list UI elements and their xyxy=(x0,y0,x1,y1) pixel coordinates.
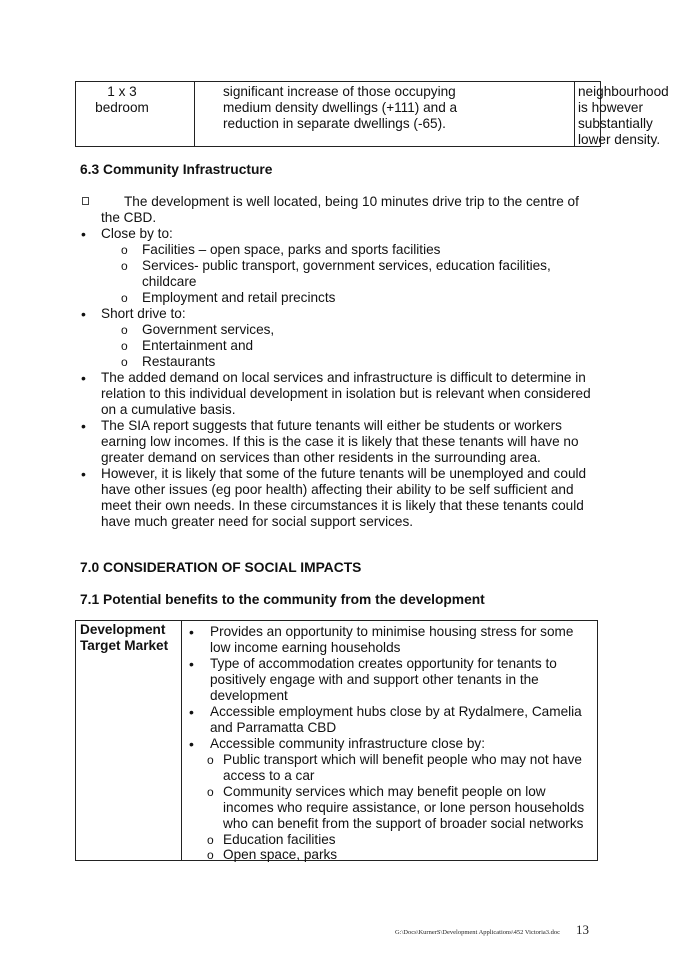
table-cell-density xyxy=(574,82,669,147)
bullet-icon: • xyxy=(81,418,86,434)
bullet-icon: • xyxy=(189,656,194,672)
list-item: Accessible community infrastructure close by: xyxy=(210,736,485,751)
list-item: Services- public transport, government services, education facilities, childcare xyxy=(142,258,551,289)
circle-bullet-icon: o xyxy=(121,243,128,257)
list-item: Accessible employment hubs close by at Rydalmere, Camelia and Parramatta CBD xyxy=(210,704,582,735)
circle-bullet-icon: o xyxy=(121,259,128,273)
cell-text: 1 x 3 bedroom xyxy=(95,84,149,115)
circle-bullet-icon: o xyxy=(207,833,214,847)
circle-bullet-icon: o xyxy=(207,753,214,767)
circle-bullet-icon: o xyxy=(121,291,128,305)
list-item: Employment and retail precincts xyxy=(142,290,336,305)
cell-text: neighbourhood is however substantially lower density. xyxy=(578,84,669,147)
circle-bullet-icon: o xyxy=(121,355,128,369)
circle-bullet-icon: o xyxy=(121,323,128,337)
row-label: Development Target Market xyxy=(80,622,169,653)
list-item: Provides an opportunity to minimise housing stress for some low income earning households xyxy=(210,624,574,655)
list-item: Short drive to: xyxy=(101,306,186,321)
table-cell-description xyxy=(194,82,575,146)
bullet-icon: • xyxy=(81,226,86,242)
list-item: Government services, xyxy=(142,322,275,337)
list-item: Restaurants xyxy=(142,354,216,369)
list-item: Type of accommodation creates opportunity for tenants to positively engage with and support other tenants in the development xyxy=(210,656,557,703)
list-item: The development is well located, being 10 minutes drive trip to the centre of the CBD. xyxy=(101,194,579,225)
list-item: Community services which may benefit people on low incomes who require assistance, or lone person households who can benefit from the support of broader social networks xyxy=(223,784,585,831)
list-item: Entertainment and xyxy=(142,338,254,353)
benefits-table xyxy=(75,620,598,861)
circle-bullet-icon: o xyxy=(207,785,214,799)
footer-file-path: G:\Docs\KurnerS\Development Applications\452 Victoria3.doc xyxy=(395,929,561,936)
bullet-icon: • xyxy=(189,704,194,720)
circle-bullet-icon: o xyxy=(121,339,128,353)
bullet-icon: • xyxy=(81,306,86,322)
top-table xyxy=(75,81,669,147)
table-cell-bedroom xyxy=(76,82,195,146)
bullet-icon: • xyxy=(81,370,86,386)
cell-text: significant increase of those occupying medium density dwellings (+111) and a reduction in separate dwellings (-65). xyxy=(223,84,458,131)
bullet-icon: • xyxy=(81,466,86,482)
list-item: Close by to: xyxy=(101,226,173,241)
list-item: Open space, parks xyxy=(223,847,338,862)
list-item: The SIA report suggests that future tenants will either be students or workers earning low incomes. If this is the case it is likely that these tenants will have no greater demand on services than other residents in the surrounding area. xyxy=(101,418,579,465)
list-item: Public transport which will benefit people who may not have access to a car xyxy=(223,752,582,783)
list-item: The added demand on local services and infrastructure is difficult to determine in relation to this individual development in isolation but is relevant when considered on a cumulative basis. xyxy=(101,370,591,417)
section-heading-7-1: 7.1 Potential benefits to the community from the development xyxy=(80,592,485,607)
bullet-icon: • xyxy=(189,624,194,640)
section-heading-7-0: 7.0 CONSIDERATION OF SOCIAL IMPACTS xyxy=(80,560,362,575)
list-item: However, it is likely that some of the future tenants will be unemployed and could have other issues (eg poor health) affecting their ability to be self sufficient and meet their own needs. In these circumstances it is likely that these tenants could have much greater need for social support services. xyxy=(101,466,587,529)
checkbox-icon xyxy=(82,197,89,205)
list-item: Education facilities xyxy=(223,832,336,847)
bullet-icon: • xyxy=(189,736,194,752)
section-heading-6-3: 6.3 Community Infrastructure xyxy=(80,162,273,177)
benefits-row-label-cell xyxy=(76,621,182,860)
list-item: Facilities – open space, parks and sports facilities xyxy=(142,242,441,257)
page-number: 13 xyxy=(576,922,589,937)
circle-bullet-icon: o xyxy=(207,848,214,862)
